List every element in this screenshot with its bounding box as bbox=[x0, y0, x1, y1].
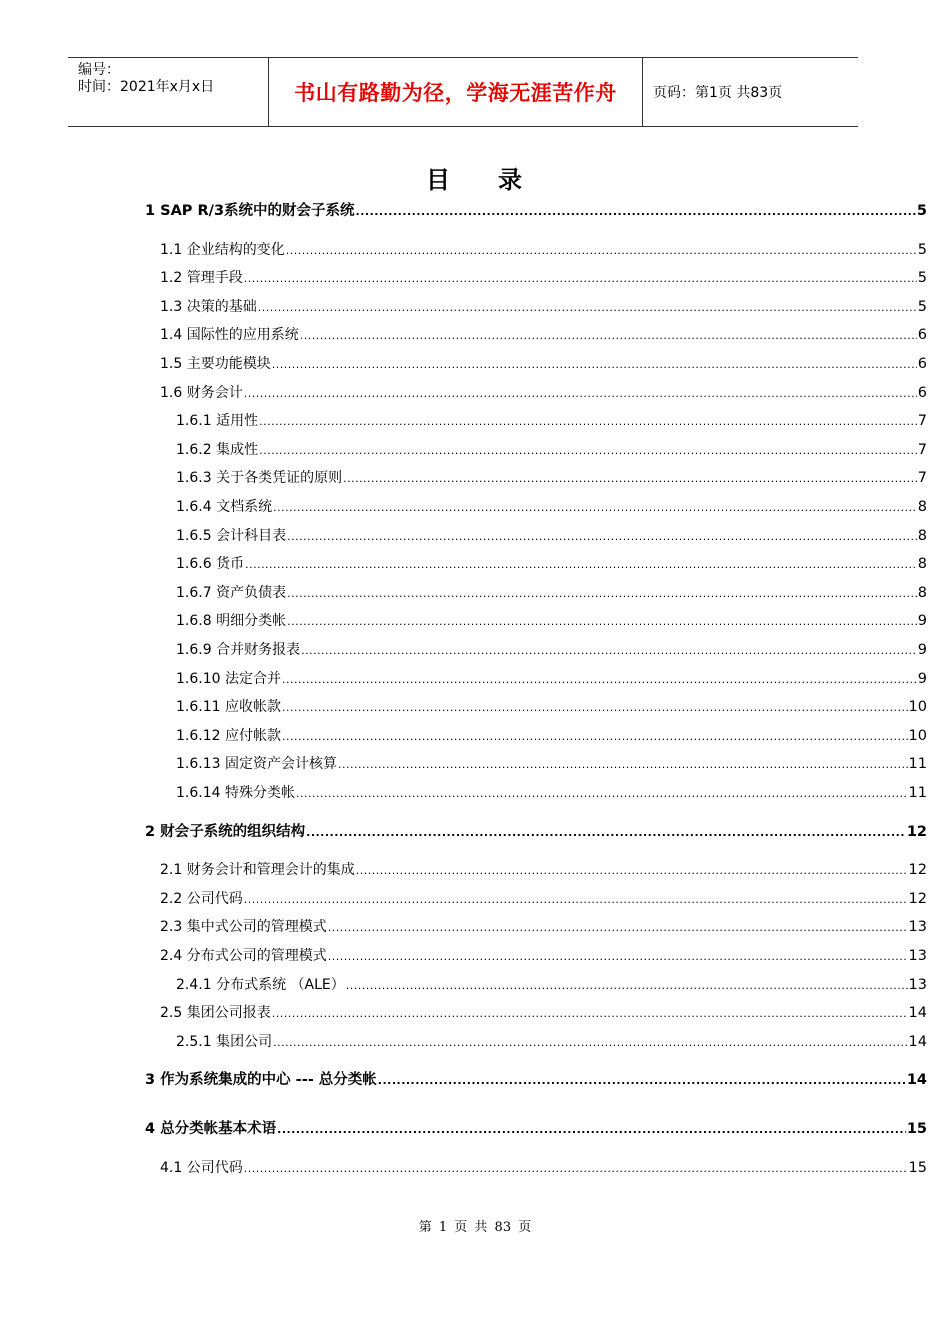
toc-entry[interactable] bbox=[160, 861, 927, 880]
toc-entry[interactable] bbox=[176, 612, 927, 631]
toc-entry-label: 1.6.2 集成性 bbox=[176, 442, 259, 458]
toc-entry-page: 13 bbox=[908, 948, 927, 964]
toc-entry-label: 1.6.8 明细分类帐 bbox=[176, 613, 287, 629]
toc-entry[interactable] bbox=[160, 1159, 927, 1178]
toc-entry[interactable] bbox=[176, 755, 927, 774]
toc-entry-label: 1.6.3 关于各类凭证的原则 bbox=[176, 470, 343, 486]
toc-entry[interactable] bbox=[176, 527, 927, 546]
page-info: 页码：第1页 共83页 bbox=[653, 85, 783, 101]
toc-leader-dots bbox=[338, 756, 908, 774]
toc-title-left: 目 bbox=[426, 166, 452, 194]
number-label: 编号： bbox=[78, 62, 120, 78]
toc-entry-label: 1.6.10 法定合并 bbox=[176, 671, 281, 687]
toc-entry[interactable] bbox=[176, 670, 927, 689]
toc-entry-label: 1 SAP R/3系统中的财会子系统 bbox=[145, 203, 355, 219]
toc-entry-label: 1.6.4 文档系统 bbox=[176, 499, 273, 515]
toc-leader-dots bbox=[282, 728, 908, 746]
toc-entry[interactable] bbox=[176, 784, 927, 803]
toc-entry-page: 11 bbox=[908, 756, 927, 772]
toc-entry-label: 2.5.1 集团公司 bbox=[176, 1034, 273, 1050]
toc-entry-label: 2 财会子系统的组织结构 bbox=[145, 824, 306, 840]
toc-entry-label: 1.3 决策的基础 bbox=[160, 299, 257, 315]
toc-leader-dots bbox=[282, 671, 917, 689]
toc-leader-dots bbox=[343, 470, 917, 488]
toc-entry-page: 8 bbox=[917, 556, 927, 572]
toc-leader-dots bbox=[258, 299, 917, 317]
toc-entry-page: 5 bbox=[917, 270, 927, 286]
toc-entry-page: 5 bbox=[917, 242, 927, 258]
toc-entry-page: 6 bbox=[917, 385, 927, 401]
toc-leader-dots bbox=[378, 1072, 906, 1090]
toc-entry-page: 12 bbox=[906, 824, 927, 840]
toc-entry-page: 9 bbox=[917, 671, 927, 687]
toc-entry[interactable] bbox=[176, 641, 927, 660]
toc-entry-label: 1.6.1 适用性 bbox=[176, 413, 259, 429]
toc-entry-page: 5 bbox=[916, 203, 927, 219]
toc-leader-dots bbox=[282, 699, 908, 717]
toc-entry-label: 1.6.9 合并财务报表 bbox=[176, 642, 301, 658]
toc-entry[interactable] bbox=[176, 469, 927, 488]
toc-leader-dots bbox=[286, 242, 917, 260]
toc-entry-page: 13 bbox=[908, 919, 927, 935]
toc-leader-dots bbox=[244, 1160, 908, 1178]
toc-leader-dots bbox=[287, 613, 917, 631]
toc-entry[interactable] bbox=[160, 241, 927, 260]
toc-leader-dots bbox=[306, 824, 906, 842]
toc-entry-label: 1.6.6 货币 bbox=[176, 556, 245, 572]
toc-entry-label: 2.2 公司代码 bbox=[160, 891, 243, 907]
toc-entry-page: 8 bbox=[917, 585, 927, 601]
toc-title-right: 录 bbox=[498, 166, 524, 194]
toc-entry-page: 15 bbox=[908, 1160, 927, 1176]
toc-entry[interactable] bbox=[160, 269, 927, 288]
toc-leader-dots bbox=[244, 270, 917, 288]
toc-entry[interactable] bbox=[176, 412, 927, 431]
toc-leader-dots bbox=[356, 203, 916, 221]
toc-entry-page: 7 bbox=[917, 442, 927, 458]
toc-entry-page: 9 bbox=[917, 613, 927, 629]
toc-leader-dots bbox=[259, 413, 917, 431]
toc-entry-label: 2.3 集中式公司的管理模式 bbox=[160, 919, 327, 935]
toc-entry[interactable] bbox=[145, 202, 927, 221]
toc-entry-page: 10 bbox=[908, 699, 927, 715]
toc-entry[interactable] bbox=[145, 823, 927, 842]
header-left-cell bbox=[68, 58, 269, 126]
toc-entry-page: 13 bbox=[908, 977, 927, 993]
toc-entry-page: 9 bbox=[917, 642, 927, 658]
toc-leader-dots bbox=[244, 891, 908, 909]
toc-entry-label: 1.4 国际性的应用系统 bbox=[160, 327, 299, 343]
toc-leader-dots bbox=[287, 585, 917, 603]
toc-leader-dots bbox=[273, 499, 917, 517]
toc-entry-label: 1.6.5 会计科目表 bbox=[176, 528, 287, 544]
toc-entry-label: 4.1 公司代码 bbox=[160, 1160, 243, 1176]
toc-leader-dots bbox=[300, 327, 917, 345]
toc-title bbox=[0, 160, 950, 195]
toc-entry[interactable] bbox=[176, 441, 927, 460]
toc-leader-dots bbox=[273, 1034, 907, 1052]
toc-entry-page: 14 bbox=[906, 1072, 927, 1088]
header-table bbox=[68, 57, 858, 127]
toc-leader-dots bbox=[272, 1005, 908, 1023]
toc-leader-dots bbox=[272, 356, 917, 374]
toc-entry[interactable] bbox=[176, 698, 927, 717]
toc-entry-label: 1.6.13 固定资产会计核算 bbox=[176, 756, 337, 772]
toc-entry[interactable] bbox=[176, 555, 927, 574]
toc-entry-page: 6 bbox=[917, 327, 927, 343]
toc-entry-label: 1.6.12 应付帐款 bbox=[176, 728, 281, 744]
toc-entry-page: 8 bbox=[917, 528, 927, 544]
toc-entry[interactable] bbox=[160, 384, 927, 403]
toc-leader-dots bbox=[245, 556, 917, 574]
toc-entry-label: 2.4 分布式公司的管理模式 bbox=[160, 948, 327, 964]
toc-entry-page: 8 bbox=[917, 499, 927, 515]
toc-entry-label: 3 作为系统集成的中心 --- 总分类帐 bbox=[145, 1072, 377, 1088]
time-label: 时间：2021年x月x日 bbox=[78, 79, 215, 95]
toc-entry[interactable] bbox=[160, 355, 927, 374]
toc-entry[interactable] bbox=[145, 1120, 927, 1139]
toc-leader-dots bbox=[346, 977, 908, 995]
header-page-cell bbox=[643, 58, 858, 126]
toc-entry-label: 4 总分类帐基本术语 bbox=[145, 1121, 277, 1137]
toc-entry-page: 6 bbox=[917, 356, 927, 372]
toc-entry-label: 1.2 管理手段 bbox=[160, 270, 243, 286]
toc-entry-page: 12 bbox=[908, 862, 927, 878]
toc-entry[interactable] bbox=[160, 918, 927, 937]
toc-entry-label: 1.6.11 应收帐款 bbox=[176, 699, 281, 715]
toc-leader-dots bbox=[328, 948, 908, 966]
toc-entry-page: 5 bbox=[917, 299, 927, 315]
toc-leader-dots bbox=[277, 1121, 906, 1139]
toc-entry-label: 1.5 主要功能模块 bbox=[160, 356, 271, 372]
toc-entry-page: 11 bbox=[908, 785, 927, 801]
toc-leader-dots bbox=[296, 785, 908, 803]
toc-entry-label: 2.4.1 分布式系统 （ALE） bbox=[176, 977, 345, 993]
header-motto-cell bbox=[269, 58, 643, 126]
toc-entry-page: 7 bbox=[917, 470, 927, 486]
toc-entry[interactable] bbox=[176, 498, 927, 517]
toc-entry-page: 14 bbox=[908, 1005, 927, 1021]
toc-entry[interactable] bbox=[160, 947, 927, 966]
toc-leader-dots bbox=[328, 919, 908, 937]
motto-text: 书山有路勤为径，学海无涯苦作舟 bbox=[294, 81, 617, 105]
toc-entry[interactable] bbox=[176, 976, 927, 995]
toc-entry[interactable] bbox=[176, 1033, 927, 1052]
toc-entry-page: 12 bbox=[908, 891, 927, 907]
toc-leader-dots bbox=[287, 528, 917, 546]
toc-entry-label: 2.5 集团公司报表 bbox=[160, 1005, 271, 1021]
toc-entry[interactable] bbox=[160, 298, 927, 317]
toc-leader-dots bbox=[356, 862, 908, 880]
toc-leader-dots bbox=[301, 642, 917, 660]
toc-entry-label: 1.1 企业结构的变化 bbox=[160, 242, 285, 258]
toc-entry-label: 1.6.14 特殊分类帐 bbox=[176, 785, 295, 801]
toc-entry[interactable] bbox=[145, 1071, 927, 1090]
toc-entry-label: 1.6 财务会计 bbox=[160, 385, 243, 401]
toc-entry-page: 10 bbox=[908, 728, 927, 744]
toc-entry-page: 15 bbox=[906, 1121, 927, 1137]
page-footer: 第 1 页 共 83 页 bbox=[418, 1220, 532, 1235]
toc-entry-label: 1.6.7 资产负债表 bbox=[176, 585, 287, 601]
toc-entry[interactable] bbox=[176, 727, 927, 746]
toc-entry[interactable] bbox=[160, 1004, 927, 1023]
toc-entry-page: 14 bbox=[908, 1034, 927, 1050]
toc-entry[interactable] bbox=[160, 326, 927, 345]
toc-entry[interactable] bbox=[176, 584, 927, 603]
toc-leader-dots bbox=[244, 385, 917, 403]
toc-entry-page: 7 bbox=[917, 413, 927, 429]
toc-entry-label: 2.1 财务会计和管理会计的集成 bbox=[160, 862, 355, 878]
toc-leader-dots bbox=[259, 442, 917, 460]
toc-entry[interactable] bbox=[160, 890, 927, 909]
